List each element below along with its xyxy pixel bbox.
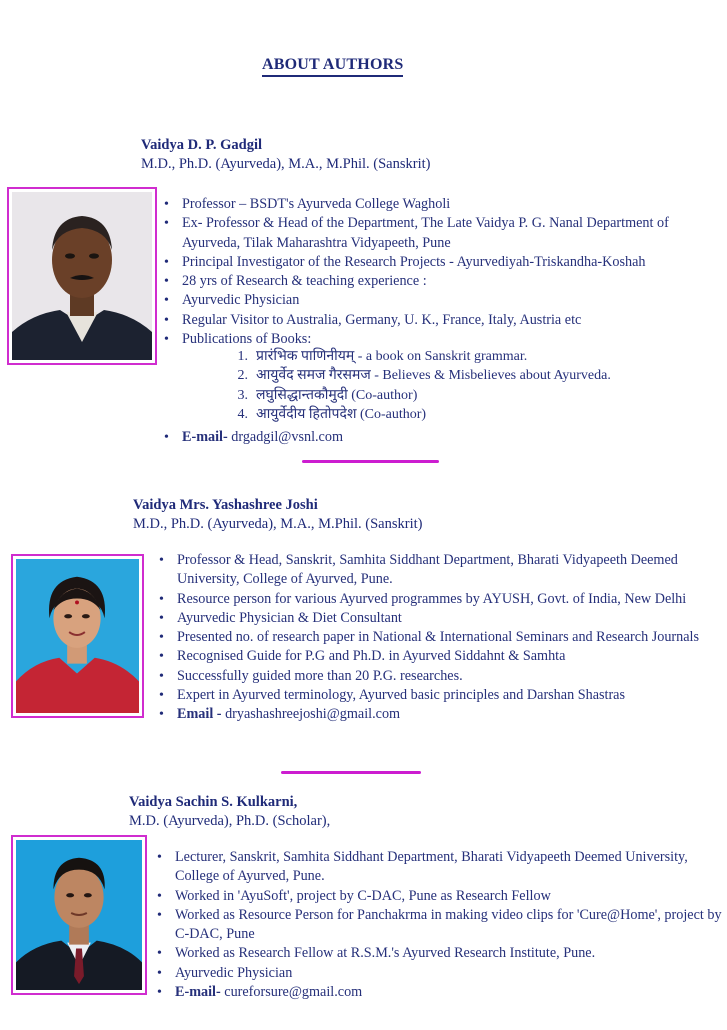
author-1-name: Vaidya D. P. Gadgil	[141, 137, 263, 153]
section-divider	[302, 460, 439, 463]
list-item: • Lecturer, Sanskrit, Samhita Siddhant Department, Bharati Vidyapeeth Deemed University, College of Ayurved, Pune.	[156, 848, 722, 887]
list-item: • Regular Visitor to Australia, Germany, U. K., France, Italy, Austria etc	[163, 311, 723, 330]
list-item: • Presented no. of research paper in National & International Seminars and Research Journals	[158, 628, 724, 647]
author-1-contact	[163, 428, 563, 447]
list-item: • Worked as Research Fellow at R.S.M.'s Ayurved Research Institute, Pune.	[156, 944, 722, 963]
book-item: 1. प्रारंभिक पाणिनीयम् - a book on Sanskrit grammar.	[237, 349, 528, 364]
book-item: 3. लघुसिद्धान्तकौमुदी (Co-author)	[237, 387, 418, 403]
list-item: • Professor & Head, Sanskrit, Samhita Siddhant Department, Bharati Vidyapeeth Deemed University, College of Ayurved, Pune.	[158, 551, 724, 590]
list-item: • Professor – BSDT's Ayurveda College Wagholi	[163, 195, 723, 214]
list-item: • Ayurvedic Physician	[156, 964, 722, 983]
list-item: • Ayurvedic Physician	[163, 291, 723, 310]
list-item: • Ayurvedic Physician & Diet Consultant	[158, 609, 724, 628]
author-1-books	[226, 347, 611, 424]
list-item: • Worked as Resource Person for Panchakrma in making video clips for 'Cure@Home', project by C-DAC, Pune	[156, 906, 722, 945]
email-link[interactable]: cureforsure@gmail.com	[220, 984, 363, 1001]
email-label: E-mail-	[175, 984, 221, 1001]
email-label: E-mail-	[182, 429, 228, 445]
author-2-qualifications: M.D., Ph.D. (Ayurveda), M.A., M.Phil. (Sanskrit)	[133, 516, 423, 532]
list-item: • Principal Investigator of the Research Projects - Ayurvediyah-Triskandha-Koshah	[163, 253, 723, 272]
list-item: • Recognised Guide for P.G and Ph.D. in Ayurved Siddahnt & Samhta	[158, 647, 724, 666]
author-3-details	[156, 848, 722, 1002]
email-line	[156, 983, 722, 1002]
author-1-details	[163, 195, 723, 349]
author-1-qualifications: M.D., Ph.D. (Ayurveda), M.A., M.Phil. (Sanskrit)	[141, 156, 431, 172]
book-item: 2. आयुर्वेद समज गैरसमज - Believes & Misbelieves about Ayurveda.	[237, 368, 611, 384]
section-divider	[281, 771, 421, 774]
list-item: • Resource person for various Ayurved programmes by AYUSH, Govt. of India, New Delhi	[158, 590, 724, 609]
email-link[interactable]: drgadgil@vsnl.com	[227, 429, 343, 445]
author-3-photo	[11, 835, 147, 995]
list-item: • Ex- Professor & Head of the Department, The Late Vaidya P. G. Nanal Department of Ayurveda, Tilak Maharashtra Vidyapeeth, Pune	[163, 214, 723, 253]
author-3-qualifications: M.D. (Ayurveda), Ph.D. (Scholar),	[129, 813, 331, 829]
email-line	[158, 705, 724, 724]
author-1-photo	[7, 187, 157, 365]
page-title: ABOUT AUTHORS	[262, 56, 403, 77]
list-item: • Publications of Books:	[163, 330, 723, 349]
list-item: • Successfully guided more than 20 P.G. researches.	[158, 667, 724, 686]
list-item: • 28 yrs of Research & teaching experience :	[163, 272, 723, 291]
author-3-name: Vaidya Sachin S. Kulkarni,	[129, 794, 298, 810]
book-item: 4. आयुर्वेदीय हितोपदेश (Co-author)	[237, 406, 427, 422]
list-item: • Expert in Ayurved terminology, Ayurved basic principles and Darshan Shastras	[158, 686, 724, 705]
email-line	[163, 428, 563, 447]
author-2-name: Vaidya Mrs. Yashashree Joshi	[133, 497, 318, 513]
author-2-details	[158, 551, 724, 725]
author-2-photo	[11, 554, 144, 718]
email-link[interactable]: dryashashreejoshi@gmail.com	[221, 706, 401, 723]
email-label: Email -	[177, 706, 222, 723]
list-item: • Worked in 'AyuSoft', project by C-DAC, Pune as Research Fellow	[156, 887, 722, 906]
